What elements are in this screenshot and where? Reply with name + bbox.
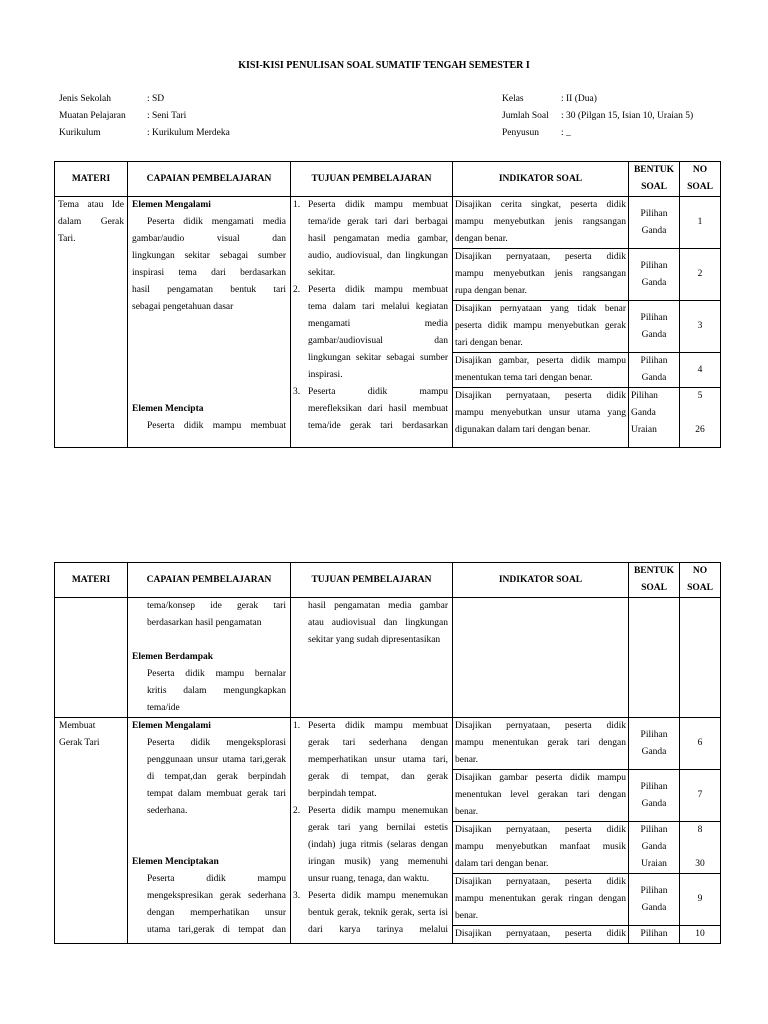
text-line: mengamati media — [308, 319, 448, 329]
no-cell: 1 — [680, 197, 721, 249]
no-cell — [680, 388, 721, 448]
capaian-cell — [128, 197, 291, 448]
header-capaian: CAPAIAN PEMBELAJARAN — [128, 563, 291, 598]
text-line: gambar/audiovisual dan — [308, 336, 448, 346]
info-value: : Kurikulum Merdeka — [147, 128, 230, 138]
info-row — [59, 108, 230, 125]
text-line: Peserta didik mampu membuat — [308, 200, 448, 210]
bentuk-cell — [629, 822, 680, 874]
text-line: audio, audiovisual, dan lingkungan — [308, 251, 448, 261]
no-cell: 7 — [680, 770, 721, 822]
text-line: memperhatikan unsur utama tari, — [308, 755, 448, 765]
text-line: berdasarkan hasil pengamatan — [147, 618, 262, 628]
bentuk-cell — [629, 874, 680, 926]
text-line: dengan memperhatikan unsur — [147, 908, 286, 918]
text-line: benar. — [455, 911, 478, 921]
text-line: Peserta didik mengamati media — [147, 217, 286, 227]
text-line: gerak di tempat, dan gerak — [308, 772, 448, 782]
text-line: menentukan tema tari dengan benar. — [455, 373, 593, 383]
text-line: Pilihan — [640, 312, 668, 323]
info-value: : _ — [561, 128, 571, 138]
text-line: Pilihan — [640, 356, 668, 366]
header-bentuk — [629, 563, 680, 598]
info-row — [502, 108, 693, 125]
info-row — [502, 125, 693, 142]
text-line: Peserta didik mampu membuat — [308, 285, 448, 295]
info-key: Jumlah Soal — [502, 111, 549, 121]
element-heading: Elemen Menciptakan — [132, 857, 219, 867]
text-line: 8 — [697, 825, 703, 835]
text-line: Uraian — [641, 859, 667, 869]
info-key: Penyusun — [502, 128, 539, 138]
info-key: Jenis Sekolah — [59, 94, 111, 104]
text-line: Ganda — [641, 277, 667, 288]
text-line: dalam Gerak — [58, 217, 124, 227]
text-line: kritis dalam mengungkapkan — [147, 686, 286, 696]
text-line: Tema atau Ide — [58, 200, 124, 210]
header-capaian: CAPAIAN PEMBELAJARAN — [128, 162, 291, 197]
text-line: Ganda — [641, 798, 667, 809]
text-line: sekitar yang sudah dipresentasikan — [308, 635, 441, 645]
indikator-cell — [453, 249, 629, 301]
text-line: Disajikan gambar, peserta didik mampu — [455, 356, 626, 366]
text-line: Pilihan — [640, 208, 668, 219]
text-line: mampu menyebutkan manfaat musik — [455, 842, 626, 852]
element-heading: Elemen Mengalami — [132, 721, 211, 731]
text-line: 30 — [695, 859, 705, 869]
no-cell: 9 — [680, 874, 721, 926]
bentuk-cell — [629, 301, 680, 353]
header-no-line: SOAL — [687, 182, 713, 192]
header-materi: MATERI — [55, 563, 128, 598]
text-line: gerak tari sederhana dengan — [308, 738, 448, 748]
school-info — [59, 91, 230, 142]
bentuk-cell — [629, 598, 680, 718]
text-line: tema/ide gerak tari berdasarkan — [308, 421, 448, 431]
text-line: tema dalam tari melalui kegiatan — [308, 302, 448, 312]
tujuan-cell — [291, 598, 453, 718]
header-bentuk — [629, 162, 680, 197]
text-line: bentuk gerak, teknik gerak, serta isi — [308, 908, 448, 918]
info-row — [59, 91, 230, 108]
text-line: Pilihan — [640, 781, 668, 792]
page-title: KISI-KISI PENULISAN SOAL SUMATIF TENGAH SEMESTER I — [238, 60, 530, 71]
header-tujuan: TUJUAN PEMBELAJARAN — [291, 162, 453, 197]
indikator-cell — [453, 926, 629, 944]
header-no-line: SOAL — [687, 583, 713, 593]
text-line: 26 — [695, 425, 705, 435]
no-cell: 4 — [680, 353, 721, 388]
indikator-cell — [453, 718, 629, 770]
text-line: tari dengan benar. — [455, 338, 523, 348]
list-number: 1. — [293, 200, 301, 210]
text-line: Disajikan gambar peserta didik mampu — [455, 773, 626, 783]
bentuk-cell — [629, 718, 680, 770]
text-line: (indah) juga ritmis (selaras dengan — [308, 840, 448, 850]
info-key: Kelas — [502, 94, 524, 104]
info-value: : Seni Tari — [147, 111, 187, 121]
text-line: gambar/audio visual dan — [132, 234, 286, 244]
text-line: mampu menentukan gerak tari dengan — [455, 738, 626, 748]
text-line: Peserta didik mampu — [308, 387, 448, 397]
text-line: Disajikan pernyataan, peserta didik — [455, 877, 626, 887]
text-line: Pilihan — [631, 391, 658, 401]
text-line: di tempat,dan gerak berpindah — [147, 772, 286, 782]
table-row — [55, 197, 721, 249]
no-cell: 3 — [680, 301, 721, 353]
text-line: Ganda — [641, 842, 667, 852]
indikator-cell — [453, 301, 629, 353]
materi-cell — [55, 197, 128, 448]
text-line: benar. — [455, 807, 478, 817]
text-line: 5 — [697, 391, 703, 401]
header-indikator: INDIKATOR SOAL — [453, 162, 629, 197]
text-line: Gerak Tari — [59, 738, 100, 748]
no-cell — [680, 598, 721, 718]
text-line: Pilihan — [640, 885, 668, 896]
text-line: Disajikan pernyataan, peserta didik — [455, 721, 626, 731]
bentuk-cell — [629, 926, 680, 944]
tujuan-cell — [291, 197, 453, 448]
list-number: 1. — [293, 721, 301, 731]
indikator-cell — [453, 822, 629, 874]
text-line: Pilihan — [640, 929, 668, 939]
tujuan-cell — [291, 718, 453, 944]
header-indikator: INDIKATOR SOAL — [453, 563, 629, 598]
no-cell: 6 — [680, 718, 721, 770]
text-line: menentukan level gerakan tari dengan — [455, 790, 626, 800]
no-cell: 2 — [680, 249, 721, 301]
info-value: : 30 (Pilgan 15, Isian 10, Uraian 5) — [561, 111, 694, 121]
text-line: berpindah tempat. — [308, 789, 377, 799]
indikator-cell — [453, 874, 629, 926]
indikator-cell — [453, 197, 629, 249]
text-line: inspirasi. — [308, 370, 343, 380]
indikator-cell — [453, 598, 629, 718]
header-no-line: NO — [692, 165, 708, 175]
grid-table-1 — [54, 161, 721, 448]
text-line: Peserta didik mengeksplorasi — [147, 738, 286, 748]
bentuk-cell — [629, 770, 680, 822]
text-line: inspirasi tema dari berdasarkan — [132, 268, 286, 278]
text-line: Uraian — [631, 425, 657, 435]
text-line: Ganda — [641, 329, 667, 340]
text-line: Disajikan pernyataan yang tidak benar — [455, 304, 626, 314]
text-line: lingkungan sekitar sebagai sumber — [132, 251, 286, 261]
text-line: Pilihan — [640, 729, 668, 740]
text-line: Pilihan — [640, 825, 668, 835]
text-line: Disajikan cerita singkat, peserta didik — [455, 200, 626, 210]
table-header-row — [55, 162, 721, 197]
text-line: tempat dalam membuat gerak tari — [147, 789, 286, 799]
no-cell: 10 — [680, 926, 721, 944]
text-line: Ganda — [641, 373, 667, 383]
text-line: Disajikan pernyataan, peserta didik — [455, 252, 626, 262]
text-line: iringan musik) yang memenuhi — [308, 857, 448, 867]
text-line: rupa dengan benar. — [455, 286, 528, 296]
list-number: 3. — [293, 387, 301, 397]
text-line: Peserta didik mampu membuat — [308, 721, 448, 731]
bentuk-cell — [629, 249, 680, 301]
capaian-cell — [128, 598, 291, 718]
element-heading: Elemen Mengalami — [132, 200, 211, 210]
header-bentuk-line: BENTUK — [633, 566, 675, 576]
element-heading: Elemen Berdampak — [132, 652, 214, 662]
text-line: atau audiovisual dan lingkungan — [308, 618, 448, 628]
bentuk-cell — [629, 197, 680, 249]
header-no — [680, 162, 721, 197]
text-line: dalam tari dengan benar. — [455, 859, 549, 869]
info-key: Kurikulum — [59, 128, 101, 138]
capaian-cell — [128, 718, 291, 944]
text-line: Peserta didik mampu menemukan — [308, 806, 448, 816]
text-line: Membuat — [59, 721, 96, 731]
text-line: benar. — [455, 755, 478, 765]
list-number: 2. — [293, 806, 301, 816]
table-header-row — [55, 563, 721, 598]
table-row — [55, 718, 721, 770]
text-line: tema/konsep ide gerak tari — [147, 601, 286, 611]
text-line: Tari. — [58, 234, 76, 244]
text-line: Ganda — [631, 408, 656, 418]
text-line: merefleksikan dari hasil membuat — [308, 404, 448, 414]
materi-cell — [55, 598, 128, 718]
text-line: Ganda — [641, 225, 667, 236]
text-line: tema/ide gerak tari dari berbagai — [308, 217, 448, 227]
bentuk-cell — [629, 353, 680, 388]
table-row — [55, 598, 721, 718]
header-bentuk-line: BENTUK — [633, 165, 675, 175]
list-number: 2. — [293, 285, 301, 295]
header-no-line: NO — [692, 566, 708, 576]
header-no — [680, 563, 721, 598]
text-line: dari karya tarinya melalui — [308, 925, 448, 935]
text-line: Disajikan pernyataan, peserta didik — [455, 391, 626, 401]
text-line: tema/ide — [147, 703, 180, 713]
header-materi: MATERI — [55, 162, 128, 197]
text-line: mampu menyebutkan unsur utama yang — [455, 408, 626, 418]
text-line: sekitar. — [308, 268, 336, 278]
indikator-cell — [453, 770, 629, 822]
text-line: digunakan dalam tari dengan benar. — [455, 425, 591, 435]
info-value: : II (Dua) — [561, 94, 597, 104]
header-tujuan: TUJUAN PEMBELAJARAN — [291, 563, 453, 598]
text-line: sederhana. — [147, 806, 188, 816]
text-line: hasil pengamatan media gambar, — [308, 234, 448, 244]
text-line: mampu menentukan gerak ringan dengan — [455, 894, 626, 904]
text-line: gerak tari yang bernilai estetis — [308, 823, 448, 833]
text-line: Pilihan — [640, 260, 668, 271]
text-line: dengan benar. — [455, 234, 508, 244]
info-row — [59, 125, 230, 142]
text-line: hasil pengamatan bentuk tari — [132, 285, 286, 295]
materi-cell — [55, 718, 128, 944]
indikator-cell — [453, 388, 629, 448]
text-line: peserta didik mampu menyebutkan gerak — [455, 321, 626, 331]
text-line: Disajikan pernyataan, peserta didik — [455, 929, 626, 939]
text-line: Ganda — [641, 902, 667, 913]
text-line: Peserta didik mampu — [147, 874, 286, 884]
info-value: : SD — [147, 94, 165, 104]
info-key: Muatan Pelajaran — [59, 111, 126, 121]
grid-table-2 — [54, 562, 721, 944]
text-line: mengekspresikan gerak sederhana — [147, 891, 286, 901]
text-line: Peserta didik mampu bernalar — [147, 669, 286, 679]
text-line: mampu menyebutkan jenis rangsangan — [455, 217, 626, 227]
text-line: hasil pengamatan media gambar — [308, 601, 448, 611]
list-number: 3. — [293, 891, 301, 901]
text-line: Peserta didik mampu menemukan — [308, 891, 448, 901]
indikator-cell — [453, 353, 629, 388]
bentuk-cell — [629, 388, 680, 448]
text-line: lingkungan sekitar sebagai sumber — [308, 353, 448, 363]
header-bentuk-line: SOAL — [641, 182, 667, 192]
class-info — [502, 91, 693, 142]
text-line: Disajikan pernyataan, peserta didik — [455, 825, 626, 835]
text-line: Peserta didik mampu membuat — [147, 421, 286, 431]
text-line: Ganda — [641, 746, 667, 757]
element-heading: Elemen Mencipta — [132, 404, 204, 414]
text-line: utama tari,gerak di tempat dan — [147, 925, 286, 935]
no-cell — [680, 822, 721, 874]
info-row — [502, 91, 693, 108]
text-line: unsur ruang, tenaga, dan waktu. — [308, 874, 430, 884]
text-line: mampu menyebutkan jenis rangsangan — [455, 269, 626, 279]
text-line: sebagai pengetahuan dasar — [132, 302, 234, 312]
text-line: penggunaan unsur utama tari,gerak — [147, 755, 286, 765]
header-bentuk-line: SOAL — [641, 583, 667, 593]
